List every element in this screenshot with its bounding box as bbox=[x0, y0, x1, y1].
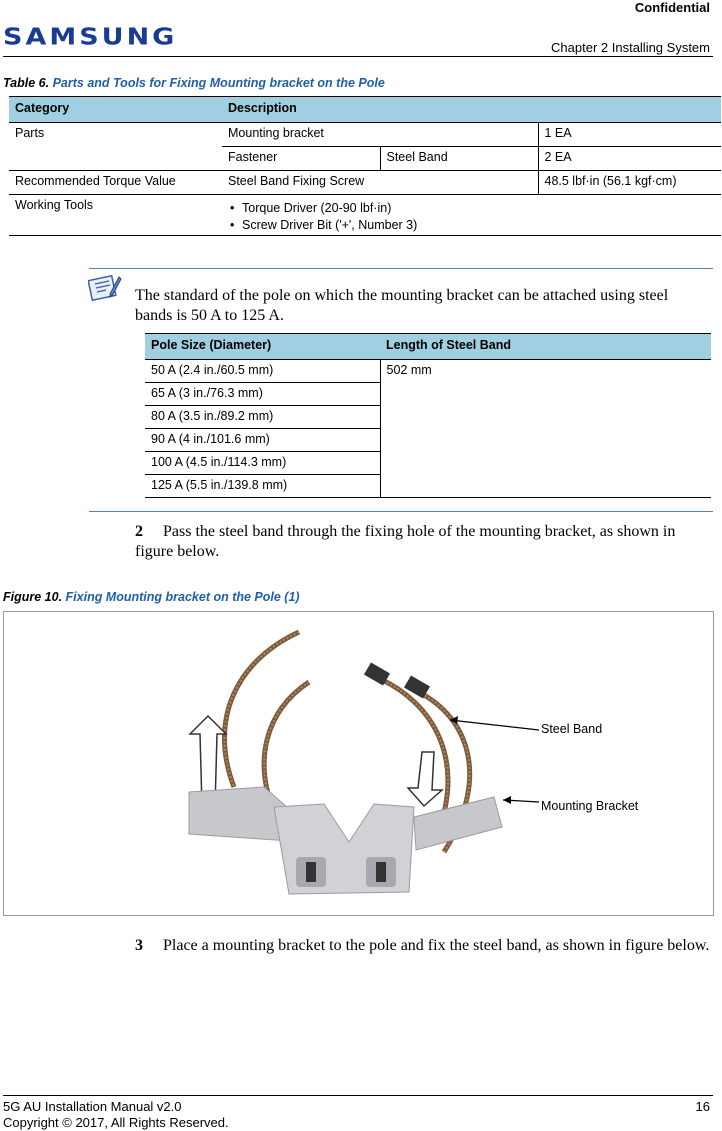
mounting-bracket-qty: 1 EA bbox=[538, 123, 721, 147]
pole-size-cell: 80 A (3.5 in./89.2 mm) bbox=[145, 406, 380, 429]
footer-page-number: 16 bbox=[695, 1099, 710, 1114]
header-description: Description bbox=[222, 97, 721, 123]
fastener-cell: Fastener bbox=[222, 147, 380, 171]
table-row bbox=[9, 123, 721, 147]
header-divider bbox=[3, 56, 713, 57]
tool-item: • Screw Driver Bit ('+', Number 3) bbox=[242, 217, 715, 234]
note-top-divider bbox=[89, 268, 713, 269]
note-text: The standard of the pole on which the mounting bracket can be attached using steel bands is 50 A to 125 A. bbox=[135, 287, 669, 324]
tool-item: • Torque Driver (20-90 lbf·in) bbox=[242, 200, 715, 217]
steel-band-cell: Steel Band bbox=[380, 147, 538, 171]
tools-list-cell bbox=[222, 195, 721, 236]
pole-size-cell: 100 A (4.5 in./114.3 mm) bbox=[145, 452, 380, 475]
figure10-caption-prefix: Figure 10. bbox=[3, 590, 63, 604]
footer-manual: 5G AU Installation Manual v2.0 bbox=[3, 1099, 182, 1114]
step-2 bbox=[135, 522, 710, 562]
figure10-frame bbox=[3, 611, 714, 916]
tools-list bbox=[228, 200, 715, 234]
figure10-caption bbox=[3, 590, 300, 604]
step-number: 2 bbox=[135, 523, 143, 540]
table6-caption-prefix: Table 6. bbox=[3, 76, 50, 90]
table-row bbox=[9, 171, 721, 195]
header-category: Category bbox=[9, 97, 222, 123]
pole-size-table bbox=[145, 333, 711, 498]
tools-label: Working Tools bbox=[9, 195, 222, 236]
pole-size-cell: 90 A (4 in./101.6 mm) bbox=[145, 429, 380, 452]
table6-caption bbox=[3, 76, 385, 90]
step-text: Pass the steel band through the fixing hole of the mounting bracket, as shown in figure below. bbox=[135, 523, 676, 560]
samsung-logo: SAMSUNG bbox=[3, 24, 178, 51]
footer-divider bbox=[3, 1095, 713, 1096]
footer-copyright: Copyright © 2017, All Rights Reserved. bbox=[3, 1115, 229, 1130]
torque-item: Steel Band Fixing Screw bbox=[222, 171, 538, 195]
header-band-length: Length of Steel Band bbox=[380, 334, 711, 360]
step-number: 3 bbox=[135, 937, 143, 954]
confidential-label: Confidential bbox=[634, 0, 710, 15]
pole-size-cell: 125 A (5.5 in./139.8 mm) bbox=[145, 475, 380, 498]
band-length-cell: 502 mm bbox=[380, 360, 711, 498]
step-3 bbox=[135, 936, 710, 956]
parts-label: Parts bbox=[9, 123, 222, 171]
torque-value: 48.5 lbf·in (56.1 kgf·cm) bbox=[538, 171, 721, 195]
note-bottom-divider bbox=[89, 511, 713, 512]
label-mounting-bracket: Mounting Bracket bbox=[541, 799, 639, 813]
table-row bbox=[9, 195, 721, 236]
parts-tools-table bbox=[9, 96, 721, 236]
mounting-bracket-cell: Mounting bracket bbox=[222, 123, 538, 147]
table-row bbox=[145, 360, 711, 383]
chapter-title: Chapter 2 Installing System bbox=[551, 40, 710, 55]
pole-size-cell: 50 A (2.4 in./60.5 mm) bbox=[145, 360, 380, 383]
header-pole-size: Pole Size (Diameter) bbox=[145, 334, 380, 360]
label-steel-band: Steel Band bbox=[541, 722, 603, 736]
pole-size-cell: 65 A (3 in./76.3 mm) bbox=[145, 383, 380, 406]
table-header-row bbox=[145, 334, 711, 360]
figure10-caption-title: Fixing Mounting bracket on the Pole (1) bbox=[65, 590, 300, 604]
steel-band-qty: 2 EA bbox=[538, 147, 721, 171]
table-header-row bbox=[9, 97, 721, 123]
step-text: Place a mounting bracket to the pole and fix the steel band, as shown in figure below. bbox=[163, 937, 710, 954]
table6-caption-title: Parts and Tools for Fixing Mounting bracket on the Pole bbox=[52, 76, 385, 90]
bracket-illustration bbox=[4, 612, 713, 915]
torque-label: Recommended Torque Value bbox=[9, 171, 222, 195]
note-pencil-icon bbox=[88, 272, 122, 302]
